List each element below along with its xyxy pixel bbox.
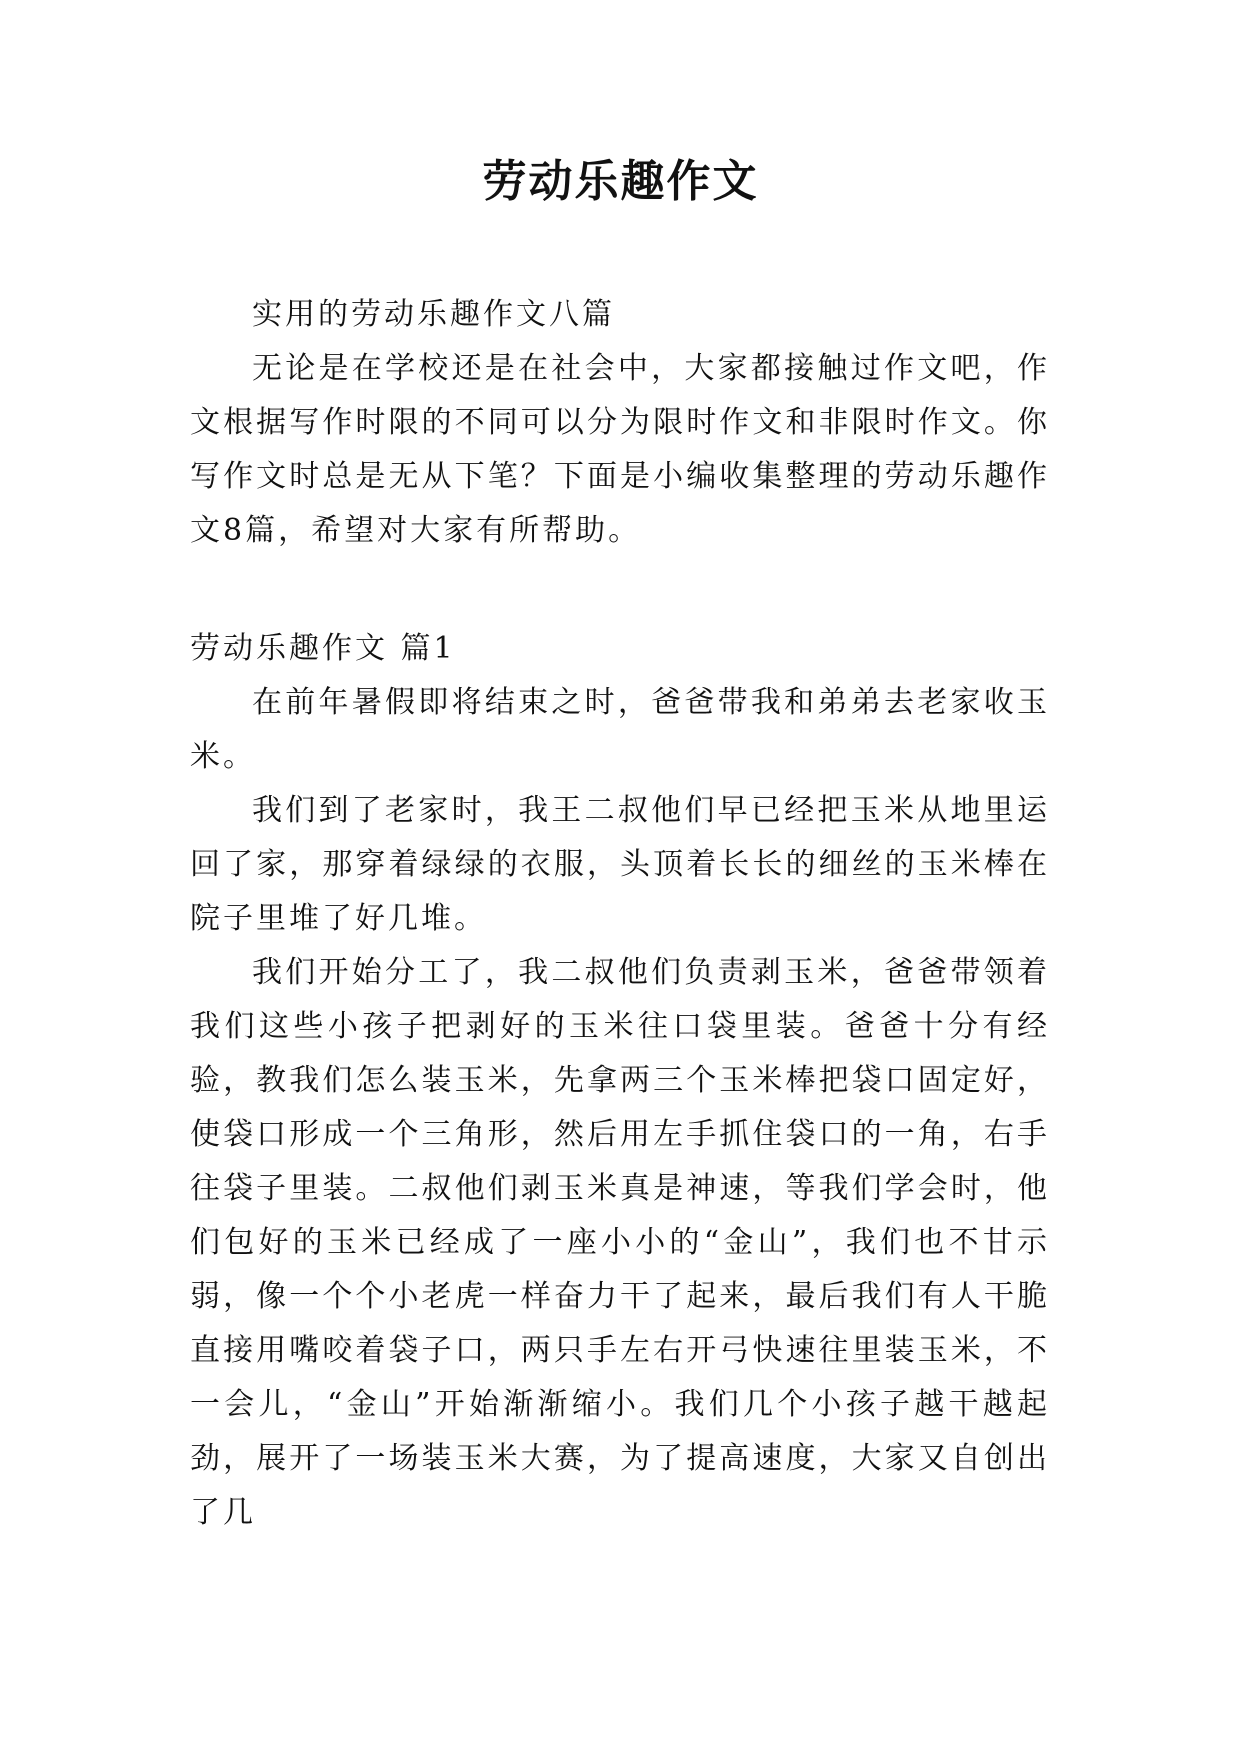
section-heading: 劳动乐趣作文 篇1: [190, 631, 456, 666]
document-title: 劳动乐趣作文: [482, 156, 759, 207]
document-body: [190, 288, 1050, 1540]
body-paragraph-1: 在前年暑假即将结束之时，爸爸带我和弟弟去老家收玉米。: [190, 685, 1050, 774]
body-paragraph-3: 我们开始分工了，我二叔他们负责剥玉米，爸爸带领着我们这些小孩子把剥好的玉米往口袋里装。爸爸十分有经验，教我们怎么装玉米，先拿两三个玉米棒把袋口固定好，使袋口形成一个三角形，然后用左手抓住袋口的一角，右手往袋子里装。二叔他们剥玉米真是神速，等我们学会时，他们包好的玉米已经成了一座小小的“金山”，我们也不甘示弱，像一个个小老虎一样奋力干了起来，最后我们有人干脆直接用嘴咬着袋子口，两只手左右开弓快速往里装玉米，不一会儿，“金山”开始渐渐缩小。我们几个小孩子越干越起劲，展开了一场装玉米大赛，为了提高速度，大家又自创出了几: [190, 955, 1050, 1530]
intro-paragraph: 无论是在学校还是在社会中，大家都接触过作文吧，作文根据写作时限的不同可以分为限时作文和非限时作文。你写作文时总是无从下笔？下面是小编收集整理的劳动乐趣作文8篇，希望对大家有所帮助。: [190, 351, 1050, 548]
body-paragraph-2: 我们到了老家时，我王二叔他们早已经把玉米从地里运回了家，那穿着绿绿的衣服，头顶着长长的细丝的玉米棒在院子里堆了好几堆。: [190, 793, 1050, 936]
document-subtitle: 实用的劳动乐趣作文八篇: [252, 297, 615, 332]
section-spacer: [190, 558, 1050, 622]
